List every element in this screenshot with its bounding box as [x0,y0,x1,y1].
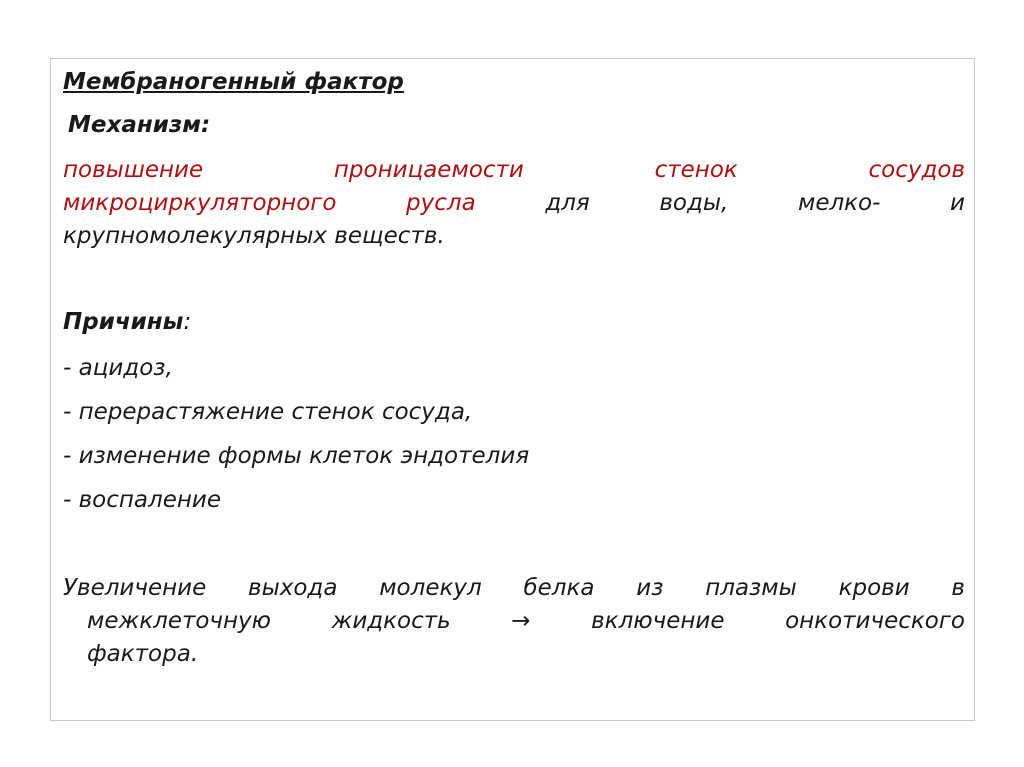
cause-item: - изменение формы клеток эндотелия [63,443,530,469]
mechanism-line-2-red: микроциркуляторного русла [63,190,476,216]
conclusion-line-3: фактора. [87,641,199,667]
mechanism-line-2 [63,188,965,218]
conclusion-line-2: межклеточную жидкость → включение онкотического [87,608,965,634]
cause-item: - ацидоз, [63,355,173,381]
causes-label-text: Причины [63,309,184,335]
causes-label-colon: : [183,309,192,335]
causes-label [63,307,191,337]
slide-title: Мембраногенный фактор [63,69,404,95]
conclusion-line-1: Увеличение выхода молекул белка из плазмы крови в [63,575,965,601]
mechanism-line-2-rest: для воды, мелко- и [545,190,965,216]
mechanism-line-3: крупномолекулярных веществ. [63,223,445,249]
mechanism-label: Механизм: [68,112,211,138]
mechanism-line-1: повышение проницаемости стенок сосудов [63,157,965,183]
cause-item: - воспаление [63,487,222,513]
cause-item: - перерастяжение стенок сосуда, [63,399,473,425]
